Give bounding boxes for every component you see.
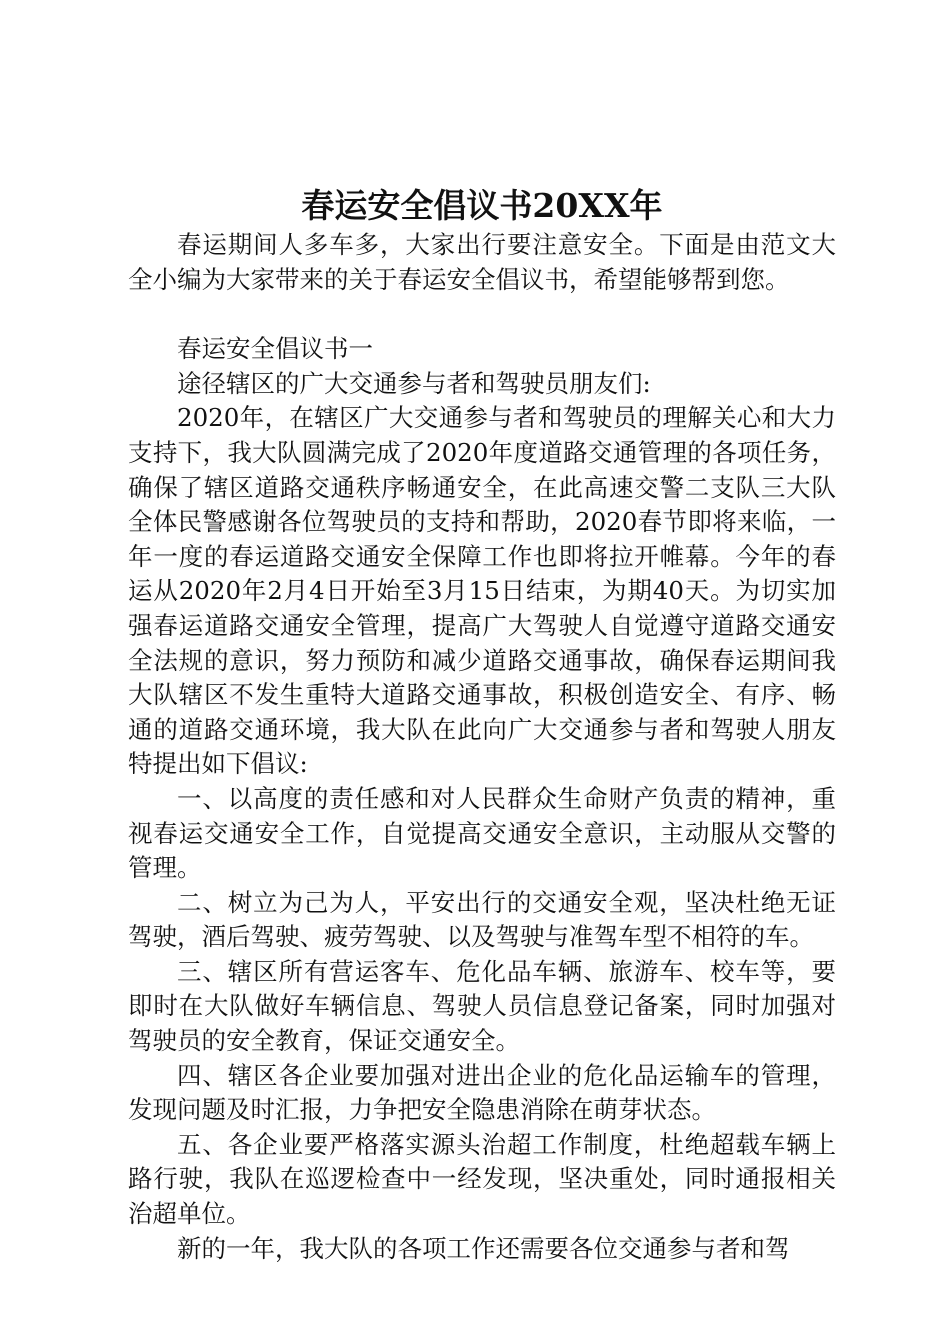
intro-paragraph: 春运期间人多车多，大家出行要注意安全。下面是由范文大全小编为大家带来的关于春运安全倡议书，希望能够帮到您。 <box>128 230 836 294</box>
document-title: 春运安全倡议书20XX年 <box>301 186 663 225</box>
proposal-item-1: 一、以高度的责任感和对人民群众生命财产负责的精神，重视春运交通安全工作，自觉提高交通安全意识，主动服从交警的管理。 <box>128 783 836 883</box>
proposal-item-2: 二、树立为己为人，平安出行的交通安全观，坚决杜绝无证驾驶，酒后驾驶、疲劳驾驶、以及驾驶与准驾车型不相符的车。 <box>128 887 836 952</box>
section-heading: 春运安全倡议书一 <box>177 334 373 364</box>
salutation: 途径辖区的广大交通参与者和驾驶员朋友们: <box>177 368 651 398</box>
proposal-item-3: 三、辖区所有营运客车、危化品车辆、旅游车、校车等，要即时在大队做好车辆信息、驾驶人员信息登记备案，同时加强对驾驶员的安全教育，保证交通安全。 <box>128 956 836 1056</box>
proposal-item-5: 五、各企业要严格落实源头治超工作制度，杜绝超载车辆上路行驶，我队在巡逻检查中一经发现，坚决重处，同时通报相关治超单位。 <box>128 1129 836 1229</box>
paragraph-gap <box>128 297 836 332</box>
proposal-item-4: 四、辖区各企业要加强对进出企业的危化品运输车的管理，发现问题及时汇报，力争把安全隐患消除在萌芽状态。 <box>128 1060 836 1125</box>
body-paragraph: 2020年，在辖区广大交通参与者和驾驶员的理解关心和大力支持下，我大队圆满完成了2020年度道路交通管理的各项任务，确保了辖区道路交通秩序畅通安全，在此高速交警二支队三大队全体民警感谢各位驾驶员的支持和帮助，2020春节即将来临，一年一度的春运道路交通安全保障工作也即将拉开帷幕。今年的春运从2020年2月4日开始至3月15日结束，为期40天。为切实加强春运道路交通安全管理，提高广大驾驶人自觉遵守道路交通安全法规的意识，努力预防和减少道路交通事故，确保春运期间我大队辖区不发生重特大道路交通事故，积极创造安全、有序、畅通的道路交通环境，我大队在此向广大交通参与者和驾驶人朋友特提出如下倡议: <box>128 403 836 779</box>
closing-paragraph: 新的一年，我大队的各项工作还需要各位交通参与者和驾 <box>177 1233 790 1263</box>
document-page <box>128 184 836 1266</box>
